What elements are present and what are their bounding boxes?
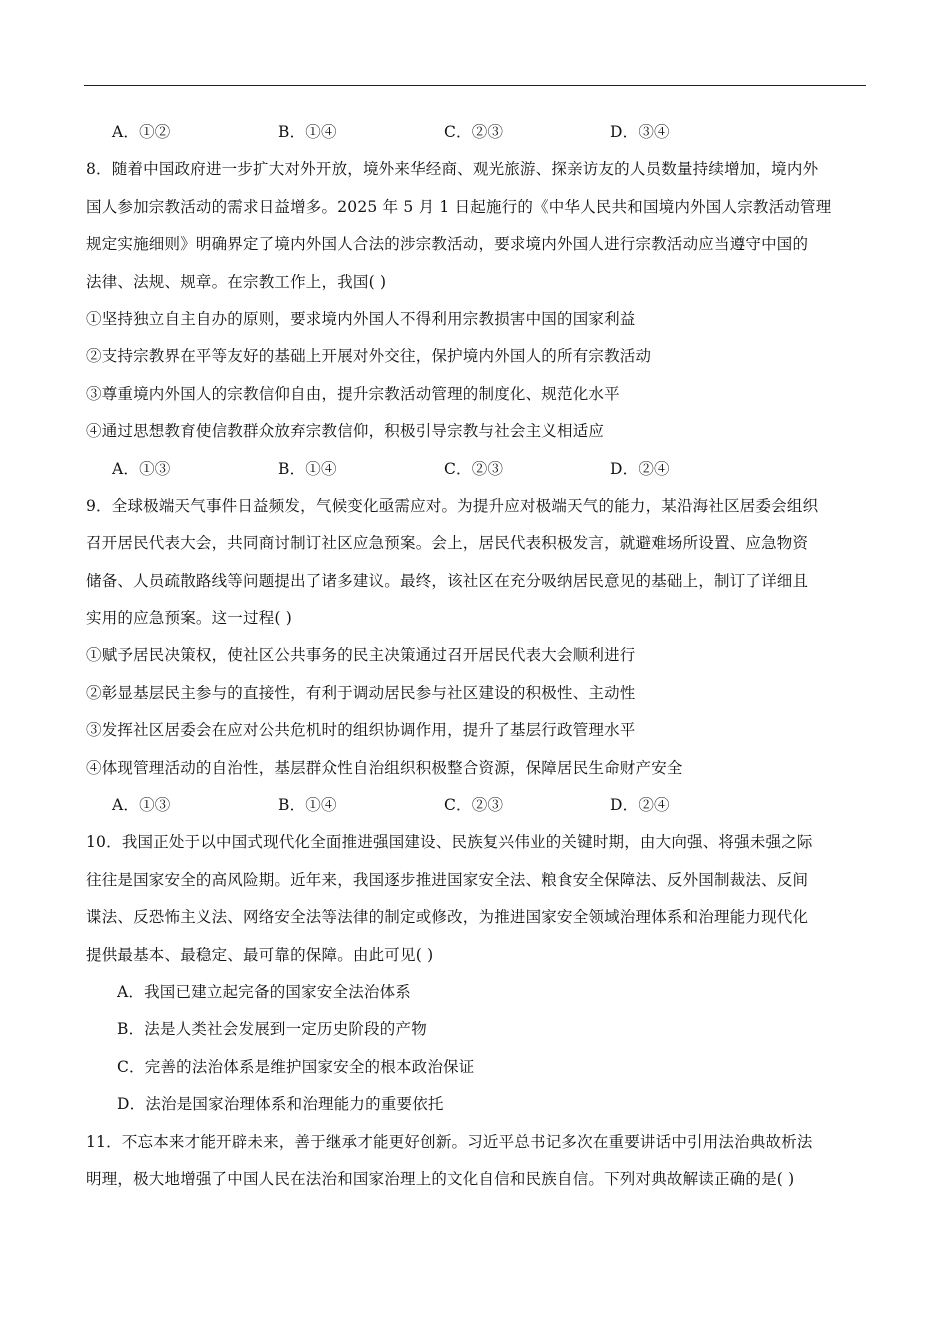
q7-option-c[interactable]: C．②③ xyxy=(444,123,504,141)
q8-option-b[interactable]: B．①④ xyxy=(278,459,337,478)
q10-stem-line: 提供最基本、最稳定、最可靠的保障。由此可见( ) xyxy=(86,945,434,964)
q8-statement-1: ①坚持独立自主自办的原则，要求境内外国人不得利用宗教损害中国的国家利益 xyxy=(86,309,636,328)
q9-statement-1: ①赋予居民决策权，使社区公共事务的民主决策通过召开居民代表大会顺利进行 xyxy=(86,646,636,665)
q9-statement-3: ③发挥社区居委会在应对公共危机时的组织协调作用，提升了基层行政管理水平 xyxy=(86,721,636,740)
q9-option-c[interactable]: C．②③ xyxy=(444,796,504,815)
question-9 xyxy=(86,488,866,825)
q7-option-a[interactable]: A．①② xyxy=(112,123,171,141)
q11-stem-line: 11．不忘本来才能开辟未来，善于继承才能更好创新。习近平总书记多次在重要讲话中引用法治典故析法 xyxy=(86,1132,813,1151)
q9-options xyxy=(86,787,866,824)
q9-stem-line: 储备、人员疏散路线等问题提出了诸多建议。最终，该社区在充分吸纳居民意见的基础上，制订了详细且 xyxy=(86,571,809,590)
q8-stem-line: 国人参加宗教活动的需求日益增多。2025 年 5 月 1 日起施行的《中华人民共和国境内外国人宗教活动管理 xyxy=(86,197,832,216)
q8-option-d[interactable]: D．②④ xyxy=(610,459,670,478)
header-rule xyxy=(84,85,866,86)
question-10 xyxy=(86,824,866,1123)
exam-content xyxy=(86,114,866,1198)
q8-statement-2: ②支持宗教界在平等友好的基础上开展对外交往，保护境内外国人的所有宗教活动 xyxy=(86,347,652,366)
q9-stem-line: 实用的应急预案。这一过程( ) xyxy=(86,609,293,628)
q8-stem-line: 规定实施细则》明确界定了境内外国人合法的涉宗教活动，要求境内外国人进行宗教活动应当遵守中国的 xyxy=(86,235,809,254)
q9-option-d[interactable]: D．②④ xyxy=(610,796,670,815)
q10-option-d[interactable]: D．法治是国家治理体系和治理能力的重要依托 xyxy=(117,1095,444,1114)
q9-option-b[interactable]: B．①④ xyxy=(278,796,337,815)
q11-stem-line: 明理，极大地增强了中国人民在法治和国家治理上的文化自信和民族自信。下列对典故解读正确的是( ) xyxy=(86,1169,795,1188)
q10-stem-line: 往往是国家安全的高风险期。近年来，我国逐步推进国家安全法、粮食安全保障法、反外国制裁法、反间 xyxy=(86,870,809,889)
q8-statement-3: ③尊重境内外国人的宗教信仰自由，提升宗教活动管理的制度化、规范化水平 xyxy=(86,384,620,403)
q9-option-a[interactable]: A．①③ xyxy=(112,796,171,815)
q8-option-c[interactable]: C．②③ xyxy=(444,459,504,478)
q7-option-b[interactable]: B．①④ xyxy=(278,123,337,141)
q8-option-a[interactable]: A．①③ xyxy=(112,459,171,478)
q10-option-c[interactable]: C．完善的法治体系是维护国家安全的根本政治保证 xyxy=(117,1057,475,1076)
q9-stem-line: 召开居民代表大会，共同商讨制订社区应急预案。会上，居民代表积极发言，就避难场所设置、应急物资 xyxy=(86,534,809,553)
q10-stem-line: 谍法、反恐怖主义法、网络安全法等法律的制定或修改，为推进国家安全领域治理体系和治理能力现代化 xyxy=(86,908,809,927)
q8-stem-line: 法律、法规、规章。在宗教工作上，我国( ) xyxy=(86,272,387,291)
q8-options xyxy=(86,451,866,488)
q8-statement-4: ④通过思想教育使信教群众放弃宗教信仰，积极引导宗教与社会主义相适应 xyxy=(86,422,605,441)
q9-statement-4: ④体现管理活动的自治性，基层群众性自治组织积极整合资源，保障居民生命财产安全 xyxy=(86,758,683,777)
question-8 xyxy=(86,151,866,488)
q9-statement-2: ②彰显基层民主参与的直接性，有利于调动居民参与社区建设的积极性、主动性 xyxy=(86,683,636,702)
q10-option-b[interactable]: B．法是人类社会发展到一定历史阶段的产物 xyxy=(117,1020,427,1039)
q10-stem-line: 10．我国正处于以中国式现代化全面推进强国建设、民族复兴伟业的关键时期，由大向强、将强未强之际 xyxy=(86,833,813,852)
q9-stem-line: 9．全球极端天气事件日益频发，气候变化亟需应对。为提升应对极端天气的能力，某沿海社区居委会组织 xyxy=(86,496,819,515)
question-11 xyxy=(86,1124,866,1199)
q8-stem-line: 8．随着中国政府进一步扩大对外开放，境外来华经商、观光旅游、探亲访友的人员数量持续增加，境内外 xyxy=(86,160,819,179)
q7-option-d[interactable]: D．③④ xyxy=(610,123,670,141)
q7-options xyxy=(86,114,866,151)
q10-option-a[interactable]: A．我国已建立起完备的国家安全法治体系 xyxy=(117,982,411,1001)
